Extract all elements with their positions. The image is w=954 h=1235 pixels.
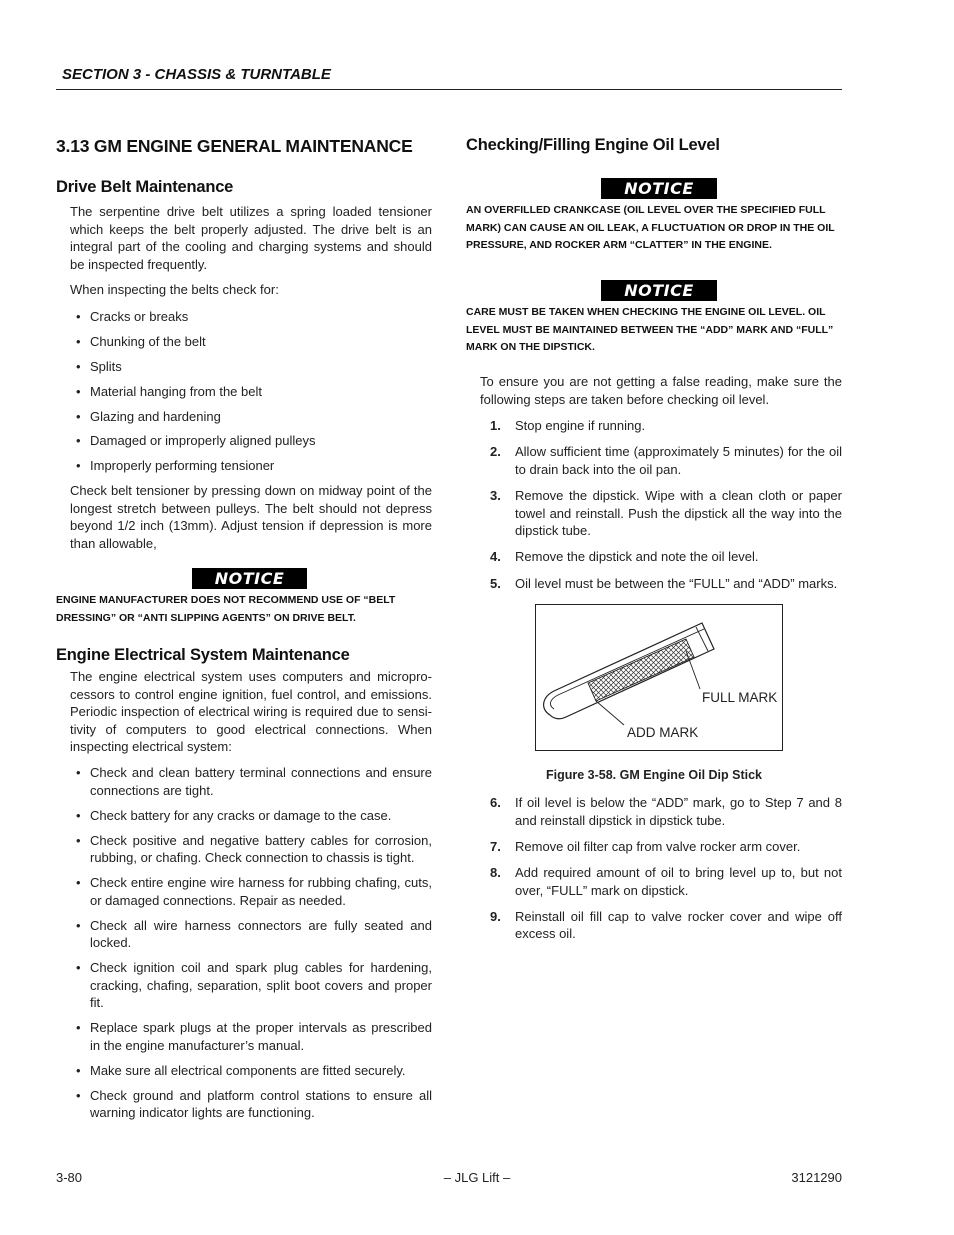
list-item	[76, 383, 432, 401]
list-item-text: Improperly performing tensioner	[90, 458, 275, 474]
add-mark-leader	[596, 701, 624, 725]
electrical-check-list	[76, 764, 432, 1129]
dipstick-figure	[535, 604, 783, 751]
list-item	[76, 832, 432, 867]
step-text: Remove the dipstick. Wipe with a clean cloth or paper towel and reinstall. Push the dipstick all the way into the dipstick tube.	[515, 488, 842, 539]
list-item	[76, 432, 432, 450]
step-item	[490, 443, 842, 478]
notice-text: AN OVERFILLED CRANKCASE (OIL LEVEL OVER THE SPECIFIED FULL MARK) CAN CAUSE AN OIL LEAK, A FLUCTUATION OR DROP IN THE OIL PRESSURE, AND ROCKER ARM “CLATTER” IN THE ENGINE.	[466, 204, 835, 251]
list-item-text: Chunking of the belt	[90, 333, 206, 349]
oil-check-intro: To ensure you are not getting a false reading, make sure the following steps are taken before checking oil level.	[480, 374, 842, 407]
footer-publisher: – JLG Lift –	[443, 1170, 511, 1185]
step-number: 8.	[490, 865, 501, 881]
step-text: If oil level is below the “ADD” mark, go to Step 7 and 8 and reinstall dipstick in dipstick tube.	[515, 795, 842, 828]
list-item	[76, 807, 432, 825]
list-item	[76, 1019, 432, 1054]
step-item	[490, 548, 842, 566]
step-text: Remove oil filter cap from valve rocker arm cover.	[515, 838, 801, 854]
bullet-icon: •	[76, 960, 81, 975]
step-item	[490, 417, 842, 435]
list-item	[76, 333, 432, 351]
dipstick-level-zone	[588, 639, 694, 701]
list-item-text: Check and clean battery terminal connections and ensure connections are tight.	[90, 765, 432, 798]
step-number: 5.	[490, 575, 501, 591]
list-item-text: Splits	[90, 358, 122, 374]
step-number: 7.	[490, 838, 501, 854]
notice-badge: NOTICE	[192, 568, 307, 589]
step-number: 6.	[490, 795, 501, 810]
bullet-icon: •	[76, 875, 81, 890]
step-text: Allow sufficient time (approximately 5 minutes) for the oil to drain back into the oil pan.	[515, 444, 842, 477]
step-text: Oil level must be between the “FULL” and “ADD” marks.	[515, 575, 838, 591]
section-heading: 3.13 GM ENGINE GENERAL MAINTENANCE	[56, 136, 413, 156]
bullet-icon: •	[76, 807, 81, 823]
bullet-icon: •	[76, 1087, 81, 1103]
bullet-icon: •	[76, 358, 81, 374]
bullet-icon: •	[76, 333, 81, 349]
drive-belt-check-for: When inspecting the belts check for:	[70, 282, 279, 297]
bullet-icon: •	[76, 1062, 81, 1078]
bullet-icon: •	[76, 383, 81, 399]
bullet-icon: •	[76, 917, 81, 933]
step-text: Stop engine if running.	[515, 418, 646, 433]
step-item	[490, 864, 842, 899]
bullet-icon: •	[76, 458, 81, 474]
step-number: 2.	[490, 444, 501, 460]
bullet-icon: •	[76, 832, 81, 848]
list-item-text: Damaged or improperly aligned pulleys	[90, 433, 316, 449]
oil-level-heading: Checking/Filling Engine Oil Level	[466, 136, 720, 154]
list-item-text: Check positive and negative battery cables for corrosion, rubbing, or chafing. Check connection to chassis is tight.	[90, 832, 432, 865]
step-item	[490, 908, 842, 943]
list-item	[76, 457, 432, 475]
page-number: 3-80	[56, 1170, 83, 1185]
document-number: 3121290	[791, 1170, 842, 1185]
step-text: Add required amount of oil to bring level up to, but not over, “FULL” mark on dipstick.	[515, 865, 842, 898]
list-item	[76, 1087, 432, 1122]
list-item	[76, 408, 432, 426]
list-item-text: Check all wire harness connectors are fully seated and locked.	[90, 917, 432, 950]
step-number: 1.	[490, 418, 501, 433]
list-item	[76, 764, 432, 799]
bullet-icon: •	[76, 408, 81, 424]
bullet-icon: •	[76, 309, 81, 324]
figure-caption: Figure 3-58. GM Engine Oil Dip Stick	[545, 768, 762, 782]
step-number: 9.	[490, 908, 501, 924]
drive-belt-intro: The serpentine drive belt utilizes a spring loaded tensioner which keeps the belt properly adjusted. The drive belt is an integral part of the cooling and charging systems and should be inspected frequently.	[70, 204, 432, 272]
belt-check-list	[76, 308, 432, 482]
oil-fill-steps	[490, 794, 842, 952]
list-item-text: Material hanging from the belt	[90, 383, 262, 399]
bullet-icon: •	[76, 1020, 81, 1035]
add-mark-label: ADD MARK	[627, 725, 699, 740]
list-item	[76, 917, 432, 952]
list-item-text: Check entire engine wire harness for rubbing chafing, cuts, or damaged connections. Repair as needed.	[90, 875, 432, 908]
bullet-icon: •	[76, 765, 81, 780]
list-item	[76, 358, 432, 376]
list-item	[76, 874, 432, 909]
bullet-icon: •	[76, 433, 81, 449]
list-item-text: Glazing and hardening	[90, 408, 221, 424]
step-item	[490, 575, 842, 593]
full-mark-label: FULL MARK	[702, 690, 778, 705]
step-item	[490, 794, 842, 829]
step-item	[490, 487, 842, 540]
list-item	[76, 308, 432, 326]
step-number: 3.	[490, 488, 501, 504]
electrical-heading: Engine Electrical System Maintenance	[56, 646, 350, 664]
notice-badge: NOTICE	[601, 280, 717, 301]
notice-text: ENGINE MANUFACTURER DOES NOT RECOMMEND USE OF “BELT DRESSING” OR “ANTI SLIPPING AGENTS” ON DRIVE BELT.	[56, 594, 396, 624]
list-item-text: Check ground and platform control stations to ensure all warning indicator lights are functioning.	[90, 1087, 432, 1120]
drive-belt-heading: Drive Belt Maintenance	[56, 178, 234, 196]
step-number: 4.	[490, 549, 501, 565]
section-header: SECTION 3 - CHASSIS & TURNTABLE	[62, 66, 331, 83]
list-item-text: Make sure all electrical components are fitted securely.	[90, 1062, 406, 1078]
electrical-intro: The engine electrical system uses computers and microprocessors to control engine ignition, fuel control, and emissions. Periodic inspection of electrical wiring is required due to sensitivity of computers to good electrical connections. When inspecting electrical system:	[70, 669, 432, 754]
list-item	[76, 959, 432, 1012]
list-item-text: Replace spark plugs at the proper intervals as prescribed in the engine manufacturer’s manual.	[90, 1020, 432, 1053]
notice-badge: NOTICE	[601, 178, 717, 199]
step-text: Remove the dipstick and note the oil level.	[515, 549, 759, 565]
list-item	[76, 1062, 432, 1080]
list-item-text: Check ignition coil and spark plug cables for hardening, cracking, chafing, separation, split boot covers and proper fit.	[90, 960, 432, 1010]
oil-check-steps	[490, 417, 842, 601]
notice-text: CARE MUST BE TAKEN WHEN CHECKING THE ENGINE OIL LEVEL. OIL LEVEL MUST BE MAINTAINED BETWEEN THE “ADD” MARK AND “FULL” MARK ON THE DIPSTICK.	[466, 306, 834, 353]
step-item	[490, 838, 842, 856]
step-text: Reinstall oil fill cap to valve rocker cover and wipe off excess oil.	[515, 908, 842, 942]
list-item-text: Cracks or breaks	[90, 309, 189, 324]
header-rule	[56, 89, 842, 90]
list-item-text: Check battery for any cracks or damage to the case.	[90, 807, 392, 823]
belt-tension-text: Check belt tensioner by pressing down on midway point of the longest stretch between pulleys. The belt should not depress beyond 1/2 inch (13mm). Adjust tension if depression is more than allowable,	[70, 483, 432, 551]
